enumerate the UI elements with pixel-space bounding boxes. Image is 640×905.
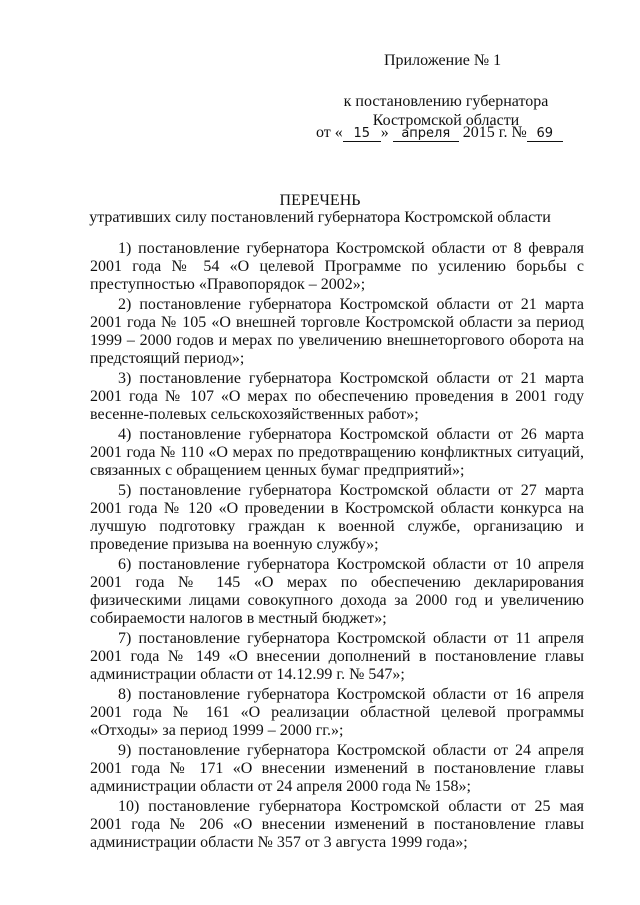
list-item: 7) постановление губернатора Костромской области от 11 апреля 2001 года № 149 «О внесении дополнений в постановление главы администрации области от 14.12.99 г. № 547»; — [90, 630, 584, 683]
list-item: 2) постановление губернатора Костромской области от 21 марта 2001 года № 105 «О внешней торговле Костромской области за период 1999 – 2000 годов и мерах по увеличению внешнеторгового оборота на предстоящий период»; — [90, 296, 584, 367]
document-title: ПЕРЕЧЕНЬ — [279, 192, 361, 209]
date-line — [316, 124, 563, 142]
list-item: 4) постановление губернатора Костромской области от 26 марта 2001 года № 110 «О мерах по предотвращению конфликтных ситуаций, связанных с обращением ценных бумаг предприятий»; — [90, 426, 584, 479]
list-item: 9) постановление губернатора Костромской области от 24 апреля 2001 года № 171 «О внесении изменений в постановление главы администрации области от 24 апреля 2000 года № 158»; — [90, 742, 584, 795]
list-item: 6) постановление губернатора Костромской области от 10 апреля 2001 года № 145 «О мерах по обеспечению декларирования физическими лицами совокупного дохода за 2000 год и увеличению собираемости налогов в местный бюджет»; — [90, 556, 584, 627]
list-item: 1) постановление губернатора Костромской области от 8 февраля 2001 года № 54 «О целевой Программе по усилению борьбы с преступностью «Правопорядок – 2002»; — [90, 240, 584, 293]
resolution-line: к постановлению губернатора — [343, 93, 549, 110]
date-day-suffix: » — [380, 124, 389, 141]
appendix-label: Приложение № 1 — [384, 52, 502, 69]
date-prefix: от « — [316, 124, 343, 141]
date-month: апреля — [393, 126, 459, 142]
list-item: 5) постановление губернатора Костромской области от 27 марта 2001 года № 120 «О проведении в Костромской области конкурса на лучшую подготовку граждан к военной службе, организацию и проведение призыва на военную службу»; — [90, 482, 584, 553]
resolution-list — [90, 240, 584, 854]
document-subtitle: утративших силу постановлений губернатора Костромской области — [89, 209, 551, 226]
date-year: 2015 г. № — [462, 124, 527, 141]
list-item: 3) постановление губернатора Костромской области от 21 марта 2001 года № 107 «О мерах по обеспечению проведения в 2001 году весенне-полевых сельскохозяйственных работ»; — [90, 370, 584, 423]
list-item: 10) постановление губернатора Костромской области от 25 мая 2001 года № 206 «О внесении изменений в постановление главы администрации области № 357 от 3 августа 1999 года»; — [90, 798, 584, 851]
document-number: 69 — [527, 126, 563, 142]
region-line: Костромской области — [372, 112, 520, 129]
date-day: 15 — [343, 126, 381, 142]
list-item: 8) постановление губернатора Костромской области от 16 апреля 2001 года № 161 «О реализации областной целевой программы «Отходы» за период 1999 – 2000 гг.»; — [90, 686, 584, 739]
